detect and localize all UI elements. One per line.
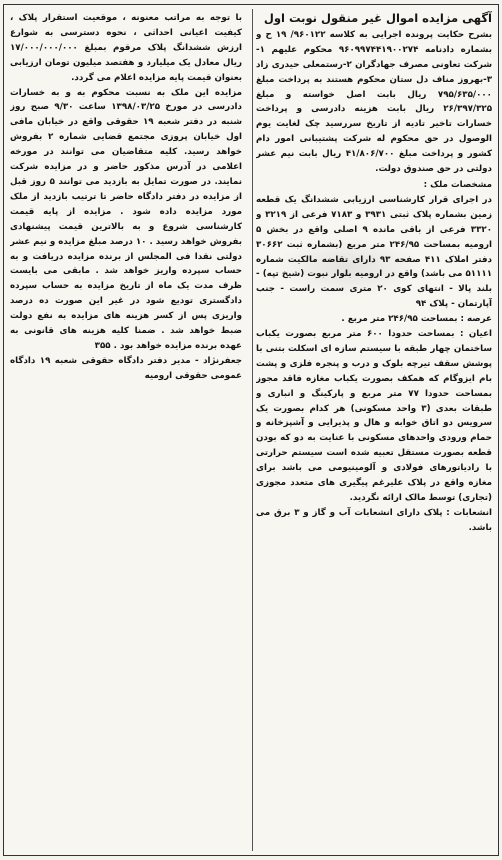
- signature-line: جعفرنژاد - مدیر دفتر دادگاه حقوقی شعبه ۱۹ دادگاه عمومی حقوقی ارومیه: [10, 355, 242, 381]
- case-paragraph: بشرح حکایت پرونده اجرایی به کلاسه ۹۶۰۱۲۲/ ۱۹ ح و بشماره دادنامه ۹۶۰۹۹۷۴۴۱۹۰۰۲۷۴ محکوم علیهم ۱-شرکت تعاونی مصرف جهادگران ۲-رستمعلی حیدری زاد ۳-بهروز مناف دل ستان محکوم هستند به پرداخت مبلغ ۷۹۵/۶۳۵/۰۰۰ ریال بابت اصل خواسته و مبلغ ۲۶/۳۹۷/۳۲۵ ریال بابت هزینه دادرسی و پرداخت خسارات تاخیر تادیه از تاریخ سررسید چک لغایت یوم الوصول در حق محکوم له شرکت پشتیبانی امور دام کشور و پرداخت مبلغ ۴۱/۸۰۶/۷۰۰ ریال بابت نیم عشر دولتی در حق صندوق دولت.: [256, 29, 492, 175]
- valuation-paragraph: با توجه به مراتب معنونه ، موقعیت استقرار پلاک ، کیفیت اعیانی احداثی ، نحوه دسترسی به شوارع ارزش ششدانگ پلاک مرقوم بمبلغ ۱۷/۰۰۰/۰۰۰/۰۰۰ ریال معادل یک میلیارد و هفتصد میلیون تومان ارزیابی بعنوان قیمت پایه مزایده اعلام می گردد.: [10, 13, 242, 83]
- column-divider: [252, 9, 253, 851]
- spec-heading: مشخصات ملک :: [423, 179, 492, 190]
- auction-terms-paragraph: مزایده این ملک به نسبت محکوم به و به خسارات دادرسی در مورخ ۱۳۹۸/۰۳/۲۵ ساعت ۹/۳۰ صبح روز شنبه در دفتر شعبه ۱۹ حقوقی واقع در خیابان مافی اول خیابان پروزی مجتمع قضایی شماره ۲ بفروش خواهد رسید. کلیه متقاضیان می توانند در مورخه اعلامی در آدرس مذکور حاضر و در مزایده شرکت نمایند. در صورت تمایل به بازدید می توانند ۵ روز قبل از مزایده در دفتر دادگاه حاضر تا ترتیب بازدید از ملک مورد مزایده داده شود . مزایده از پایه قیمت کارشناسی شروع و به بالاترین قیمت پیشنهادی بفروش خواهد رسید . ۱۰ درصد مبلغ مزایده و نیم عشر دولتی نقدا فی المجلس از برنده مزایده دریافت و به حساب سپرده واریز خواهد شد . مابقی می بایست ظرف مدت یک ماه از تاریخ مزایده به حساب سپرده دادگستری تودیع شود در غیر این صورت ده درصد واریزی پس از کسر هزینه های مزایده به نفع دولت ضبط خواهد شد . ضمنا کلیه هزینه های قانونی به عهده برنده مزایده خواهد بود . ۳۵۵: [10, 87, 242, 351]
- right-column: [256, 11, 492, 849]
- left-column: [10, 11, 242, 849]
- utilities-line: انشعابات : پلاک دارای انشعابات آب و گاز و ۳ برق می باشد.: [256, 507, 492, 533]
- spec-paragraph: در اجرای قرار کارشناسی ارزیابی ششدانگ یک قطعه زمین بشماره پلاک ثبتی ۳۹۳۱ و ۷۱۸۳ فرعی از ۳۲۱۹ و ۳۳۲۰ فرعی از باقی مانده ۹ اصلی واقع در بخش ۵ ارومیه بمساحت ۲۴۶/۹۵ متر مربع (بشماره ثبت ۳۰۶۶۲ دفتر املاک ۴۱۱ صفحه ۹۳ دارای تقاضه مالکیت شماره ۵۱۱۱۱ می باشد) واقع در ارومیه بلوار نبوت (شیخ تپه) - بلند پالا - انتهای کوی ۲۰ متری سمت راست - جنب آپارتمان - پلاک ۹۴: [256, 194, 492, 310]
- building-paragraph: اعیان : بمساحت حدودا ۶۰۰ متر مربع بصورت یکباب ساختمان چهار طبقه با سیستم سازه ای اسکلت بتنی با پوشش سقف تیرچه بلوک و درب و پنجره فلزی و پشت بام ایزوگام که همکف بصورت یکباب مغازه فاقد مجوز بمساحت حدودا ۷۷ متر مربع و پارکینگ و انباری و طبقات بعدی (۳ واحد مسکونی) هر کدام بصورت یک سرویس دو اتاق خوابه و هال و پذیرایی و آشپزخانه و حمام ورودی واحدهای مسکونی با عنایت به دو که بودن قطعه بصورت مستقل تعبیه شده است سیستم حرارتی با رادیاتورهای فولادی و آلومینیومی می باشد برای مغازه واقع در پلاک علیرغم پیگیری های متعدد مجوزی (تجاری) توسط مالک ارائه نگردید.: [256, 329, 492, 503]
- notice-title: آگهی مزایده اموال غیر منقول نوبت اول: [263, 11, 492, 25]
- notice-frame: [3, 4, 499, 856]
- area-line: عرصه : بمساحت ۲۴۶/۹۵ متر مربع .: [341, 314, 492, 325]
